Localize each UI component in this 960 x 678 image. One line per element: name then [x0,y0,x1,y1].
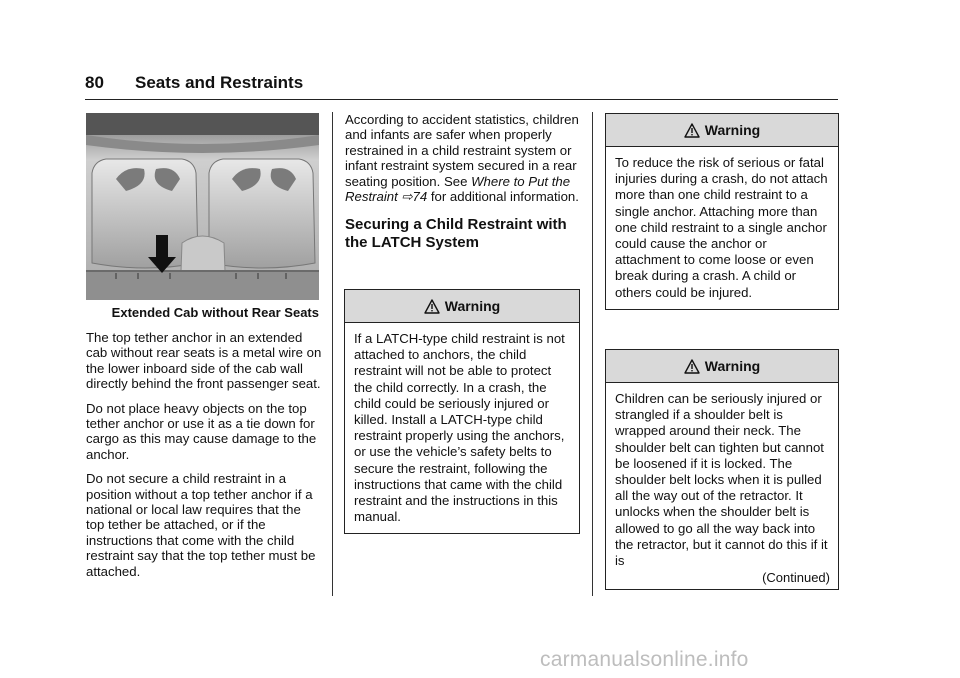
single-anchor-warning-box [605,113,839,310]
intro-text: According to accident statistics, children and infants are safer when properly restrained in a child restraint system or infant restraint system secured in a rear seating position. See [345,112,579,189]
latch-warning-box [344,289,580,534]
section-title: Seats and Restraints [135,73,304,92]
paragraph-law-requirement: Do not secure a child restraint in a position without a top tether anchor if a national or local law requires that the top tether be attached, or if the instructions that come with the child restraint say that the top tether must be attached. [86,471,316,579]
warning-text: To reduce the risk of serious or fatal injuries during a crash, do not attach more than one child restraint to a single anchor. Attaching more than one child restraint to a single anchor could cause the anchor or attachment to come loose or even break during a crash. A child or others could be injured. [615,155,828,300]
paragraph-tether-location: The top tether anchor in an extended cab without rear seats is a metal wire on the lower inboard side of the cab wall directly behind the front passenger seat. [86,330,322,392]
warning-triangle-icon [684,359,700,374]
xref-link[interactable]: Where to Put the Restraint ⇨74 [345,173,571,205]
warning-triangle-icon [684,123,700,138]
warning-header [606,114,838,147]
warning-header [345,290,579,323]
xref-arrow-icon: ⇨ [401,189,413,205]
warning-title: Warning [444,298,501,314]
cab-interior-illustration [86,113,319,300]
cab-interior-figure [86,113,319,300]
warning-title: Warning [704,122,761,138]
intro-tail: for additional information. [430,189,579,205]
watermark: carmanualsonline.info [540,648,749,671]
figure-caption: Extended Cab without Rear Seats [111,305,319,320]
latch-heading: Securing a Child Restraint with the LATCH System [345,216,567,252]
warning-text [606,383,838,589]
continued-label: (Continued) [762,570,830,586]
page-number: 80 [85,73,104,92]
shoulder-belt-warning-box [605,349,839,590]
paragraph-no-heavy-objects: Do not place heavy objects on the top tether anchor or use it as a tie down for cargo as this may cause damage to the anchor. [86,400,317,462]
warning-body-text: Children can be seriously injured or strangled if a shoulder belt is wrapped around their neck. The shoulder belt can tighten but cannot be loosened if it is locked. The shoulder belt locks when it is pulled all the way out of the retractor. It unlocks when the shoulder belt is allowed to go all the way back into the retractor, but it cannot do this if it is [615,391,828,569]
warning-text: If a LATCH-type child restraint is not attached to anchors, the child restraint will not be able to protect the child correctly. In a crash, the child could be seriously injured or killed. Install a LATCH-type child restraint properly using the anchors, or use the vehicle’s safety belts to secure the restraint, following the instructions that came with the child restraint and the instructions in this manual. [354,331,565,525]
warning-header [606,350,838,383]
xref-page: 74 [412,189,428,205]
column-divider-right [592,112,593,596]
warning-title: Warning [704,358,761,374]
left-column-text [86,330,322,588]
intro-paragraph [345,112,579,204]
middle-column [345,112,579,266]
column-divider-left [332,112,333,596]
warning-triangle-icon [424,299,440,314]
page-header [85,73,838,100]
